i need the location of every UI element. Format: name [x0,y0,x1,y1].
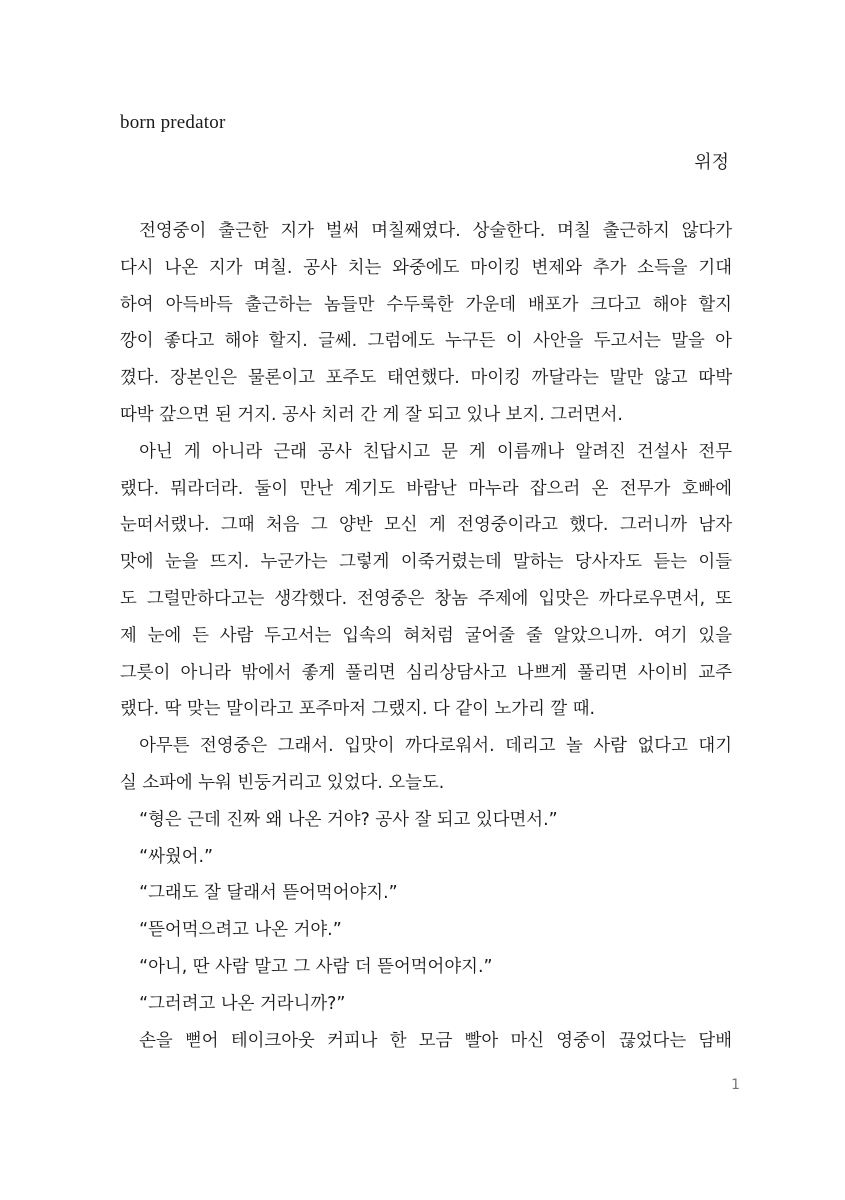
text-line: 실 소파에 누워 빈둥거리고 있었다. 오늘도. [120,772,445,793]
text-line: 랬다. 뭐라더라. 둘이 만난 계기도 바람난 마누라 잡으러 온 전무가 호빠에 [120,478,732,499]
dialogue-line: “아니, 딴 사람 말고 그 사람 더 뜯어먹어야지.” [139,956,493,977]
dialogue-line: “싸웠어.” [139,846,214,867]
author-name: 위정 [694,152,729,173]
text-line: 아무튼 전영중은 그래서. 입맛이 까다로워서. 데리고 놀 사람 없다고 대기 [139,736,732,757]
text-line: 전영중이 출근한 지가 벌써 며칠째였다. 상술한다. 며칠 출근하지 않다가 [139,221,732,241]
dialogue-line: “그래도 잘 달래서 뜯어먹어야지.” [139,883,398,904]
text-line: 다시 나온 지가 며칠. 공사 치는 와중에도 마이킹 변제와 추가 소득을 기대 [120,257,732,278]
body-text [120,213,732,1059]
text-line: 도 그럴만하다고는 생각했다. 전영중은 창놈 주제에 입맛은 까다로우면서, 또 [120,588,732,609]
text-line: 꼈다. 장본인은 물론이고 포주도 태연했다. 마이킹 까달라는 말만 않고 따박 [120,368,732,389]
text-line: 눈떠서랬나. 그때 처음 그 양반 모신 게 전영중이라고 했다. 그러니까 남자 [120,515,732,536]
text-line: 아닌 게 아니라 근래 공사 친답시고 문 게 이름깨나 알려진 건설사 전무 [139,441,732,462]
dialogue-line: “그러려고 나온 거라니까?” [139,993,346,1014]
text-line: 제 눈에 든 사람 두고서는 입속의 혀처럼 굴어줄 줄 알았으니까. 여기 있을 [120,625,732,646]
dialogue-line: “뜯어먹으려고 나온 거야.” [139,920,342,941]
dialogue-line: “형은 근데 진짜 왜 나온 거야? 공사 잘 되고 있다면서.” [139,809,558,830]
text-line: 맛에 눈을 뜨지. 누군가는 그렇게 이죽거렸는데 말하는 당사자도 듣는 이들 [120,552,732,573]
text-line: 깡이 좋다고 해야 할지. 글쎄. 그럼에도 누구든 이 사안을 두고서는 말을 아 [120,331,732,352]
page-number: 1 [731,1077,740,1093]
text-line: 따박 갚으면 된 거지. 공사 치러 간 게 잘 되고 있나 보지. 그러면서. [120,404,623,425]
document-title: born predator [120,112,226,133]
text-line: 그릇이 아니라 밖에서 좋게 풀리면 심리상담사고 나쁘게 풀리면 사이비 교주 [120,662,732,683]
text-line: 랬다. 딱 맞는 말이라고 포주마저 그랬지. 다 같이 노가리 깔 때. [120,699,596,720]
text-line: 하여 아득바득 출근하는 놈들만 수두룩한 가운데 배포가 크다고 해야 할지 [120,294,732,315]
text-line: 손을 뻗어 테이크아웃 커피나 한 모금 빨아 마신 영중이 끊었다는 담배 [139,1030,732,1051]
